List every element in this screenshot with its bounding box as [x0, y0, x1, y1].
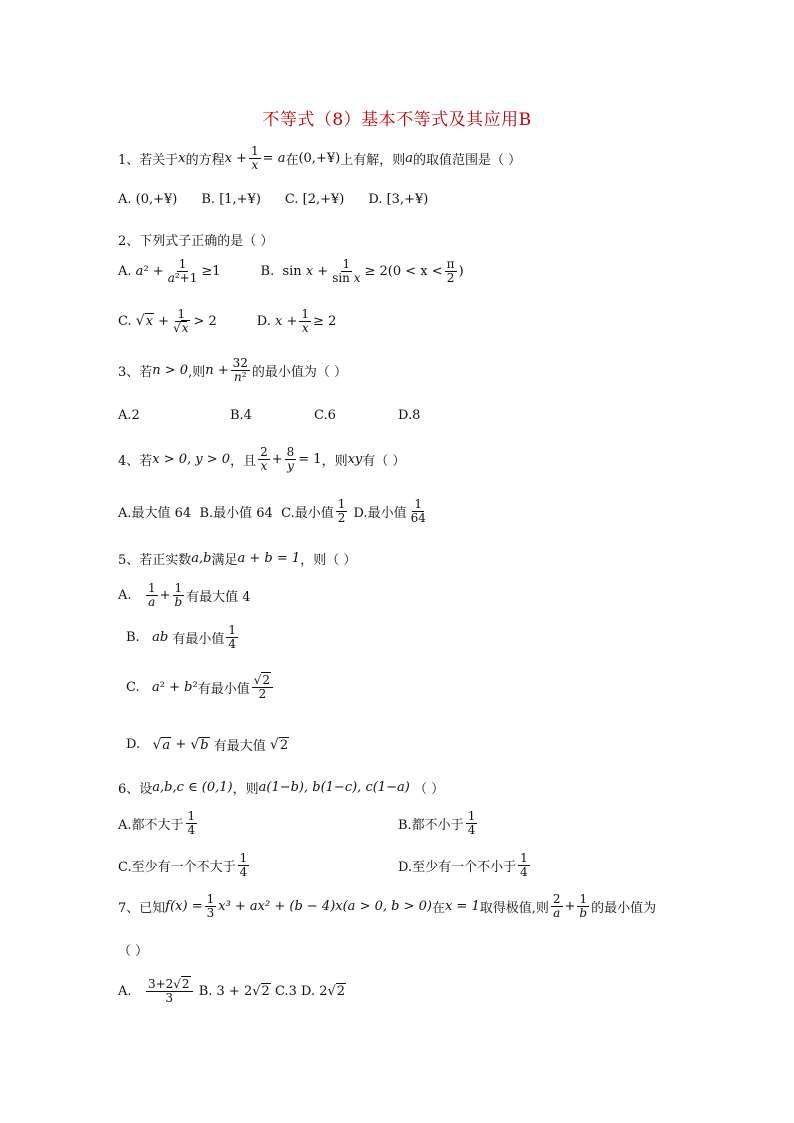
option-a[interactable]: A.最大值 64: [118, 505, 192, 521]
fraction: $\frac{√2}{2}$: [252, 674, 273, 700]
option-b[interactable]: B. [1,+¥): [201, 192, 261, 207]
question-7-paren: （ ）: [118, 944, 149, 959]
option-d[interactable]: D. [3,+¥): [368, 192, 429, 207]
fraction: $\frac{2}{a}$: [552, 892, 561, 920]
question-7: 7、已知 f(x) = $\frac{1}{3}$ x³ + ax² + (b − 4)x(a > 0, b > 0) 在 x = 1 取得极值,则 $\frac{2}{a}$ + $\frac{1}{b}$ 的最小值为: [118, 892, 657, 920]
question-6-option-d[interactable]: D.至少有一个不小于 $\frac{1}{4}$: [398, 851, 528, 879]
fraction: $\frac{1}{x}$: [251, 144, 259, 172]
option-d[interactable]: D.: [300, 983, 316, 999]
fraction: $\frac{\pi}{2}$: [446, 257, 455, 285]
fraction: $\frac{1}{√x}$: [173, 307, 189, 335]
fraction: $\frac{1}{64}$: [410, 497, 426, 525]
option-a[interactable]: A.: [118, 263, 132, 279]
fraction: $\frac{1}{2}$: [337, 497, 346, 525]
option-c[interactable]: C.3: [274, 983, 297, 999]
option-c[interactable]: C. [2,+¥): [284, 192, 345, 207]
fraction: $\frac{1}{4}$: [239, 851, 248, 879]
fraction: $\frac{1}{4}$: [228, 623, 236, 651]
question-4-options: [118, 498, 430, 524]
option-a[interactable]: A. (0,+¥): [118, 192, 178, 207]
question-5-option-d[interactable]: D. √ a + √ b 有最大值 √ 2: [126, 736, 289, 754]
option-c[interactable]: C.6: [314, 408, 336, 423]
question-1: 1、若关于 x 的方程 x + $\frac{1}{x}$ = a 在 (0,+¥) 上有解，则 a 的取值范围是（ ）: [118, 144, 522, 172]
fraction: $\frac{32}{\text{n²}}$: [232, 356, 248, 384]
question-2-row-2: C. √ x + $\frac{1}{√x}$ > 2 D. x + $\frac{1}{x}$ ≥ 2: [118, 307, 337, 335]
fraction: $\frac{1}{4}$: [187, 809, 196, 837]
option-d[interactable]: D.: [256, 313, 271, 329]
fraction: $\frac{1}{b}$: [579, 892, 588, 920]
question-2-row-1: A. a ² + $\frac{1}{\text{a²+1}}$ ≥1 B. sin x + $\frac{1}{\text{sin x}}$ ≥ 2(0 < x < $\frac{\pi}{2}$ ): [118, 257, 464, 285]
question-5-option-a[interactable]: A. $\frac{1}{a}$ + $\frac{1}{b}$ 有最大值 4: [118, 581, 251, 609]
fraction: $\frac{1}{\text{sin x}}$: [332, 257, 361, 285]
fraction: $\frac{1}{3}$: [206, 892, 215, 920]
question-2: 2、下列式子正确的是（ ）: [118, 234, 274, 249]
fraction: $\frac{1}{\text{a²+1}}$: [167, 257, 198, 285]
option-d[interactable]: D.8: [398, 408, 421, 423]
option-b[interactable]: B.: [260, 263, 275, 279]
question-3: 3、若 n > 0 ,则 n + $\frac{32}{\text{n²}}$ 的最小值为（ ）: [118, 356, 348, 384]
option-c[interactable]: C.: [118, 313, 132, 329]
fraction: $\frac{2}{x}$: [260, 445, 268, 473]
fraction: $\frac{1}{4}$: [520, 851, 528, 879]
option-a[interactable]: A.2: [118, 408, 140, 423]
question-6-option-b[interactable]: B.都不小于 $\frac{1}{4}$: [398, 809, 476, 837]
fraction: $\frac{3+2√2}{3}$: [146, 978, 193, 1004]
option-a[interactable]: A.: [118, 983, 132, 999]
question-3-options: [118, 408, 420, 423]
fraction: $\frac{8}{y}$: [286, 445, 295, 473]
option-b[interactable]: B.: [198, 983, 213, 999]
fraction: $\frac{1}{b}$: [174, 581, 183, 609]
fraction: $\frac{1}{4}$: [467, 809, 476, 837]
page-title: 不等式（8）基本不等式及其应用B: [262, 110, 532, 130]
option-b[interactable]: B.4: [230, 408, 252, 423]
question-1-options: [118, 192, 452, 207]
question-7-options: A. $\frac{3+2√2}{3}$ B. 3 + 2 √ 2 C.3 D. 2 √ 2: [118, 977, 346, 1005]
fraction: $\frac{1}{a}$: [147, 581, 156, 609]
question-6-option-a[interactable]: A.都不大于 $\frac{1}{4}$: [118, 809, 196, 837]
option-b[interactable]: B.最小值 64: [199, 505, 273, 521]
question-5-option-b[interactable]: B. ab 有最小值 $\frac{1}{4}$: [126, 623, 236, 651]
option-d[interactable]: D.最小值: [353, 505, 407, 521]
question-5: 5、若正实数 a,b 满足 a + b = 1 ，则（ ）: [118, 551, 357, 568]
question-4: 4、若 x > 0, y > 0 ，且 $\frac{2}{x}$ + $\frac{8}{y}$ = 1 ，则 xy 有（ ）: [118, 445, 406, 473]
fraction: $\frac{1}{x}$: [301, 307, 310, 335]
question-6-option-c[interactable]: C.至少有一个不大于 $\frac{1}{4}$: [118, 851, 248, 879]
option-c[interactable]: C.最小值: [281, 505, 334, 521]
question-6: 6、设 a,b,c ∈ (0,1) ，则 a(1−b), b(1−c), c(1−a) （ ）: [118, 780, 445, 797]
question-5-option-c[interactable]: C. a ² + b ² 有最小值 $\frac{√2}{2}$: [126, 674, 275, 700]
